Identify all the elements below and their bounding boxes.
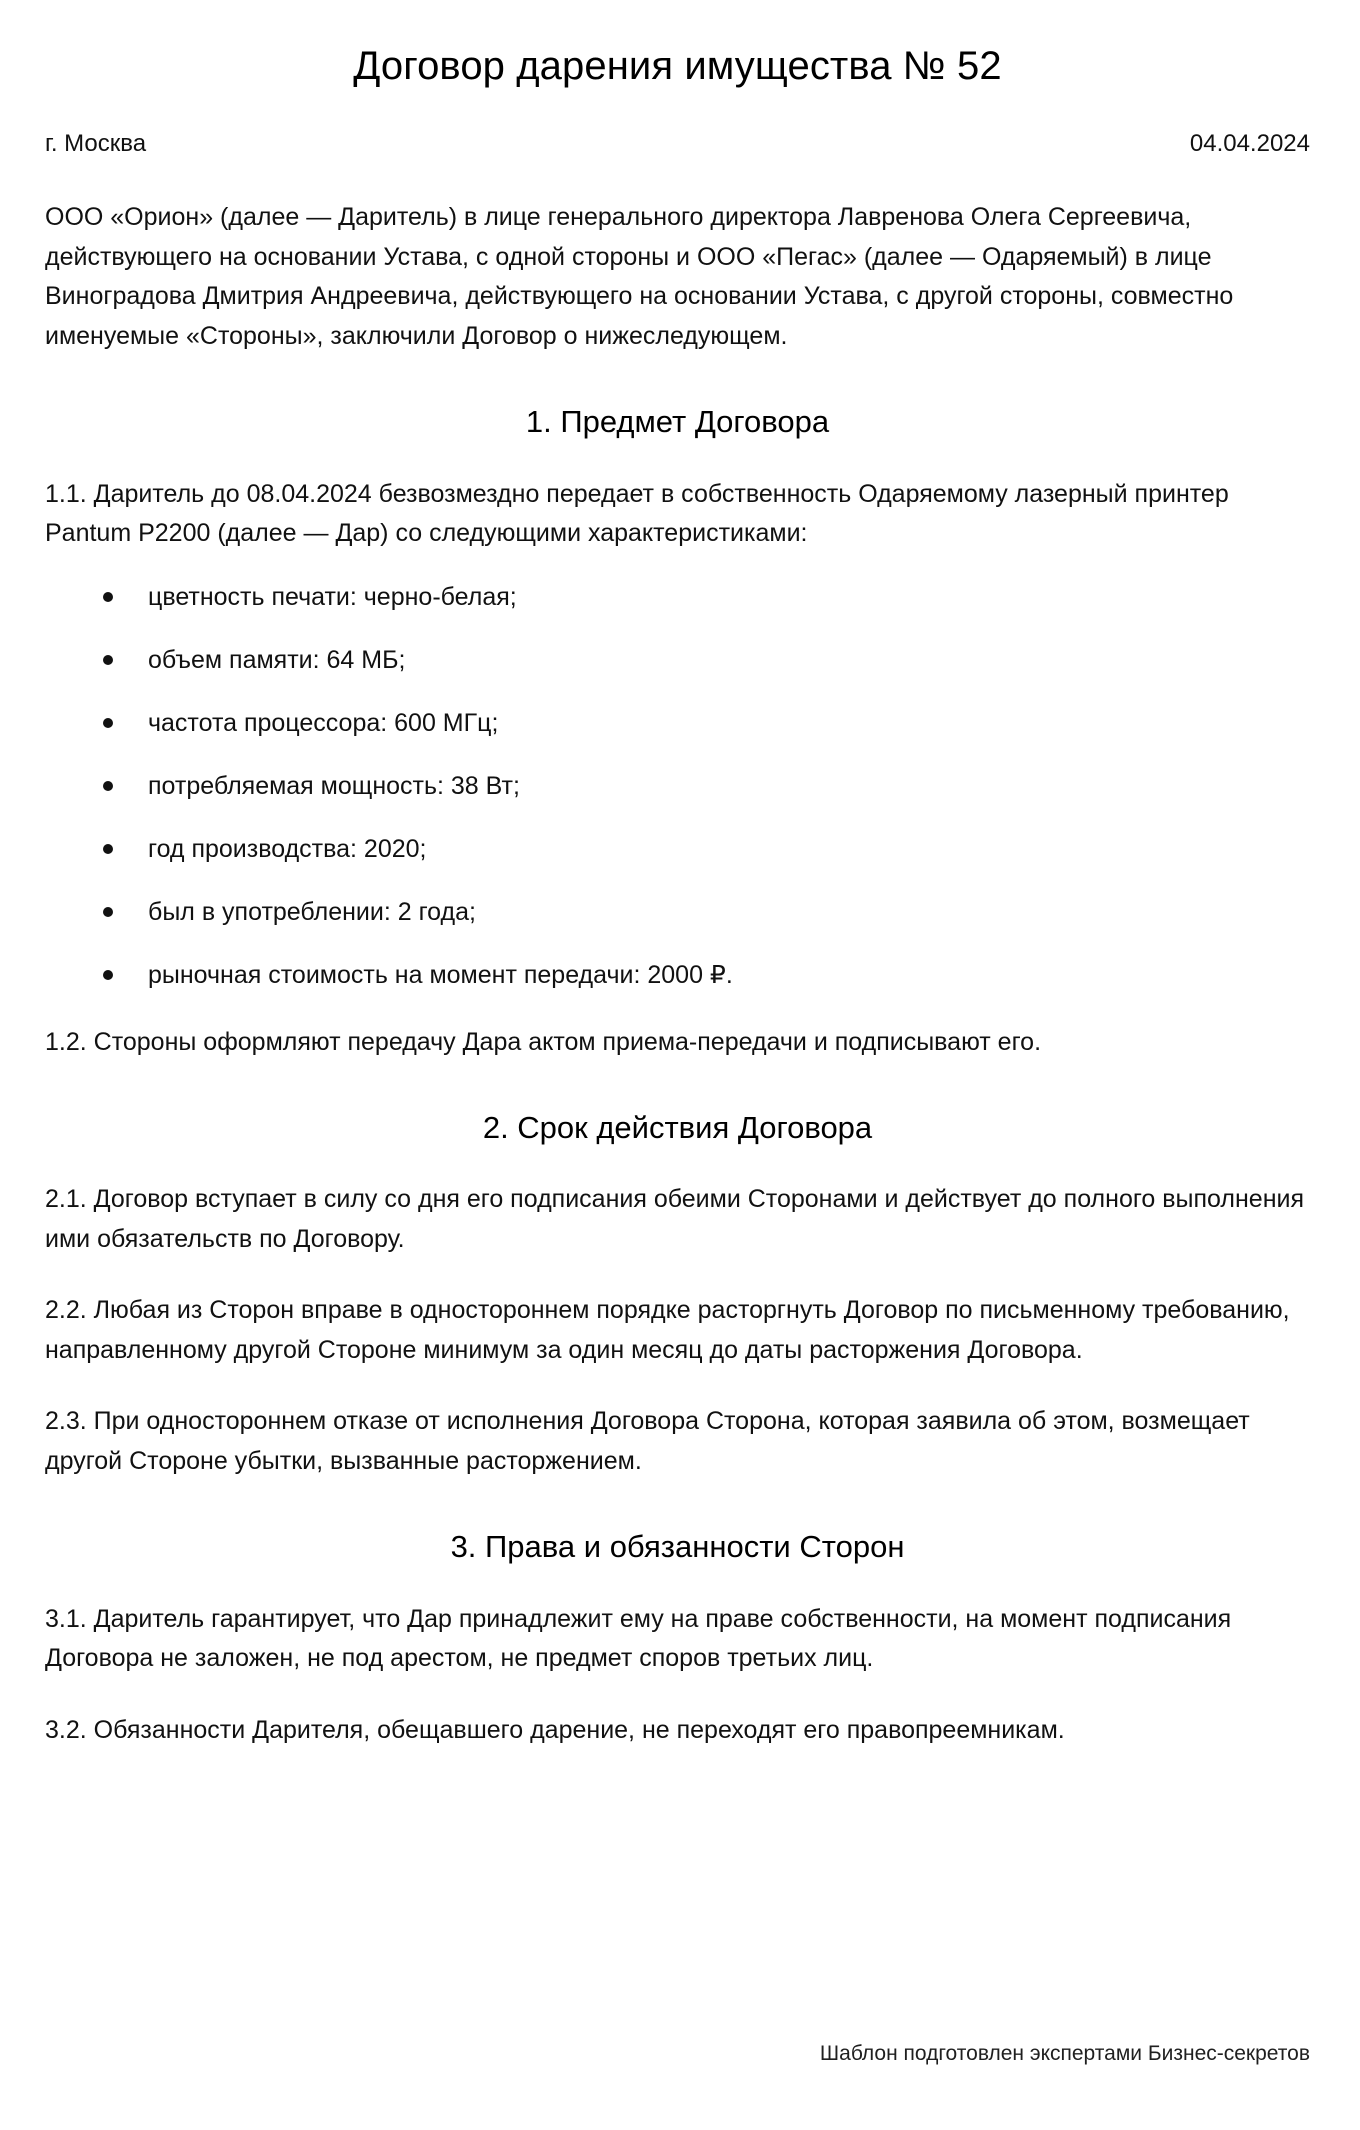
bullet-icon — [103, 781, 113, 791]
list-item-label: объем памяти: 64 МБ; — [148, 645, 406, 674]
bullet-icon — [103, 592, 113, 602]
list-item — [45, 580, 1310, 615]
bullet-icon — [103, 907, 113, 917]
page-title: Договор дарения имущества № 52 — [353, 44, 1002, 88]
clause-2-1: 2.1. Договор вступает в силу со дня его подписания обеими Сторонами и действует до полного выполнения ими обязательств по Договору. — [45, 1185, 1305, 1253]
bullet-icon — [103, 718, 113, 728]
clause-3-1: 3.1. Даритель гарантирует, что Дар принадлежит ему на праве собственности, на момент подписания Договора не заложен, не под арестом, не предмет споров третьих лиц. — [45, 1604, 1232, 1673]
document-date: 04.04.2024 — [1189, 130, 1310, 157]
list-item — [45, 895, 1310, 930]
clause-3-2: 3.2. Обязанности Дарителя, обещавшего дарение, не переходят его правопреемникам. — [45, 1715, 1065, 1744]
list-item — [45, 769, 1310, 804]
list-item — [45, 832, 1310, 867]
clause-1-2: 1.2. Стороны оформляют передачу Дара актом приема-передачи и подписывают его. — [45, 1027, 1042, 1056]
document-meta-row — [45, 128, 1310, 160]
bullet-icon — [103, 655, 113, 665]
gift-specifications-list — [45, 580, 1310, 993]
clause-1-1: 1.1. Даритель до 08.04.2024 безвозмездно передает в собственность Одаряемому лазерный принтер Pantum P2200 (далее — Дар) со следующими характеристиками: — [45, 479, 1229, 548]
list-item-label: рыночная стоимость на момент передачи: 2000 ₽. — [148, 960, 733, 989]
section-heading-1: 1. Предмет Договора — [525, 404, 830, 440]
list-item-label: потребляемая мощность: 38 Вт; — [148, 771, 520, 800]
footer-note: Шаблон подготовлен экспертами Бизнес-секретов — [819, 2041, 1310, 2065]
section-heading-3: 3. Права и обязанности Сторон — [450, 1529, 905, 1565]
section-heading-2: 2. Срок действия Договора — [482, 1110, 873, 1146]
list-item — [45, 706, 1310, 741]
list-item-label: год производства: 2020; — [148, 834, 427, 863]
list-item — [45, 958, 1310, 993]
bullet-icon — [103, 844, 113, 854]
list-item — [45, 643, 1310, 678]
list-item-label: частота процессора: 600 МГц; — [148, 708, 499, 737]
document-preamble: ООО «Орион» (далее — Даритель) в лице генерального директора Лавренова Олега Сергеевича, действующего на основании Устава, с одной стороны и ООО «Пегас» (далее — Одаряемый) в лице Виноградова Дмитрия Андреевича, действующего на основании Устава, с другой стороны, совместно именуемые «Стороны», заключили Договор о нижеследующем. — [45, 203, 1234, 350]
clause-2-3: 2.3. При одностороннем отказе от исполнения Договора Сторона, которая заявила об этом, возмещает другой Стороне убытки, вызванные расторжением. — [45, 1407, 1250, 1475]
bullet-icon — [103, 970, 113, 980]
list-item-label: цветность печати: черно-белая; — [148, 582, 517, 611]
document-city: г. Москва — [45, 130, 147, 157]
clause-2-2: 2.2. Любая из Сторон вправе в одностороннем порядке расторгнуть Договор по письменному требованию, направленному другой Стороне минимум за один месяц до даты расторжения Договора. — [45, 1296, 1290, 1364]
list-item-label: был в употреблении: 2 года; — [148, 897, 476, 926]
